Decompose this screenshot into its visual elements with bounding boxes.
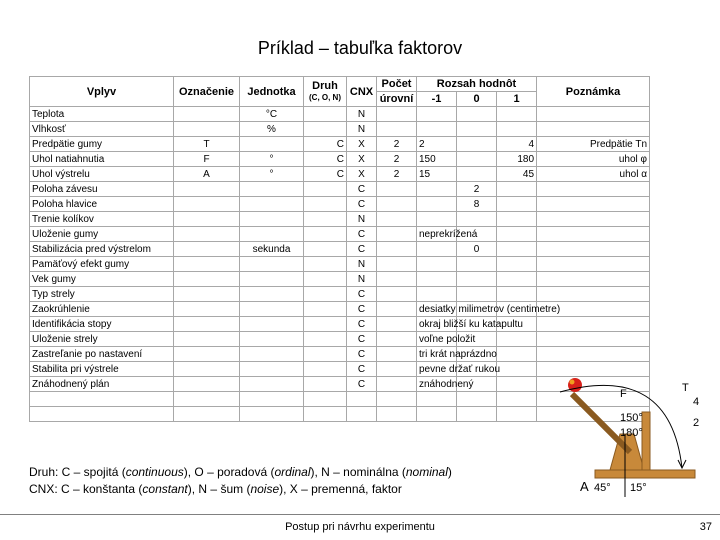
cell-poznamka	[537, 272, 650, 287]
cell-jednotka: sekunda	[240, 242, 304, 257]
cell-vplyv: Uloženie gumy	[30, 227, 174, 242]
cell-pocet: 2	[377, 152, 417, 167]
cell-vplyv: Znáhodnený plán	[30, 377, 174, 392]
caption-term: ordinal	[274, 465, 311, 479]
table-row	[30, 272, 650, 287]
cell-oznacenie: A	[174, 167, 240, 182]
cell-oznacenie	[174, 302, 240, 317]
cell-jednotka	[240, 227, 304, 242]
cell-empty	[377, 407, 417, 422]
caption-text: ), N – šum (	[187, 482, 251, 496]
cell-vplyv: Pamäťový efekt gumy	[30, 257, 174, 272]
cell-poznamka	[537, 182, 650, 197]
cell-vplyv: Stabilizácia pred výstrelom	[30, 242, 174, 257]
header-cnx: CNX	[347, 77, 377, 107]
figure-label-4: 4	[693, 396, 700, 408]
cell-range-minus1	[417, 212, 457, 227]
cell-vplyv: Uhol natiahnutia	[30, 152, 174, 167]
cell-empty	[457, 392, 497, 407]
cell-range-minus1	[417, 107, 457, 122]
cell-cnx: C	[347, 347, 377, 362]
cell-poznamka	[537, 317, 650, 332]
cell-range-1	[497, 362, 537, 377]
cell-range-minus1	[417, 242, 457, 257]
cell-oznacenie: T	[174, 137, 240, 152]
cell-range-0: 0	[457, 242, 497, 257]
cell-range-1: 4	[497, 137, 537, 152]
cell-poznamka	[537, 227, 650, 242]
cell-pocet: 2	[377, 167, 417, 182]
cell-jednotka	[240, 302, 304, 317]
cell-range-minus1	[417, 197, 457, 212]
figure-label-180: 180°	[620, 427, 643, 439]
cell-range-1: 45	[497, 167, 537, 182]
cell-range-minus1: znáhodnený	[417, 377, 457, 392]
cell-poznamka	[537, 347, 650, 362]
cell-pocet	[377, 227, 417, 242]
cell-pocet	[377, 332, 417, 347]
table-row	[30, 107, 650, 122]
cell-range-1	[497, 272, 537, 287]
cell-pocet: 2	[377, 137, 417, 152]
cell-pocet	[377, 272, 417, 287]
header-range-minus1: -1	[417, 92, 457, 107]
cell-druh	[304, 182, 347, 197]
cell-cnx: X	[347, 167, 377, 182]
cell-empty	[347, 392, 377, 407]
cell-empty	[497, 407, 537, 422]
caption-text: CNX: C – konštanta (	[29, 482, 143, 496]
cell-oznacenie	[174, 227, 240, 242]
caption-term: continuous	[125, 465, 184, 479]
caption-line-druh	[29, 464, 452, 481]
catapult-ball-highlight	[570, 380, 575, 385]
cell-vplyv: Uhol výstrelu	[30, 167, 174, 182]
cell-druh	[304, 287, 347, 302]
cell-druh	[304, 242, 347, 257]
cell-empty	[457, 407, 497, 422]
cell-range-minus1: tri krát naprázdno	[417, 347, 457, 362]
cell-range-1	[497, 107, 537, 122]
catapult-post	[642, 412, 650, 470]
figure-label-f: F	[620, 388, 627, 400]
cell-druh	[304, 272, 347, 287]
cell-jednotka	[240, 272, 304, 287]
cell-cnx: C	[347, 287, 377, 302]
cell-druh	[304, 257, 347, 272]
cell-druh	[304, 377, 347, 392]
cell-poznamka	[537, 212, 650, 227]
table-row	[30, 257, 650, 272]
cell-poznamka	[537, 197, 650, 212]
cell-vplyv: Stabilita pri výstrele	[30, 362, 174, 377]
header-jednotka: Jednotka	[240, 77, 304, 107]
cell-vplyv: Poloha závesu	[30, 182, 174, 197]
page-number: 37	[699, 521, 712, 533]
cell-vplyv: Trenie kolíkov	[30, 212, 174, 227]
cell-pocet	[377, 122, 417, 137]
cell-oznacenie	[174, 107, 240, 122]
cell-vplyv: Uloženie strely	[30, 332, 174, 347]
cell-oznacenie	[174, 182, 240, 197]
cell-jednotka	[240, 137, 304, 152]
cell-druh	[304, 107, 347, 122]
cell-oznacenie	[174, 332, 240, 347]
cell-vplyv: Vlhkosť	[30, 122, 174, 137]
header-poznamka: Poznámka	[537, 77, 650, 107]
cell-jednotka	[240, 347, 304, 362]
cell-empty	[377, 392, 417, 407]
table-row	[30, 302, 650, 317]
table-row	[30, 227, 650, 242]
cell-pocet	[377, 377, 417, 392]
cell-range-minus1	[417, 272, 457, 287]
cell-druh	[304, 227, 347, 242]
caption-text: ), X – premenná, faktor	[279, 482, 402, 496]
cell-empty	[417, 392, 457, 407]
cell-range-1	[497, 257, 537, 272]
cell-range-0	[457, 272, 497, 287]
cell-pocet	[377, 197, 417, 212]
cell-cnx: C	[347, 227, 377, 242]
cell-range-0	[457, 107, 497, 122]
header-druh-label: Druh	[312, 79, 338, 92]
cell-oznacenie	[174, 317, 240, 332]
cell-vplyv: Identifikácia stopy	[30, 317, 174, 332]
cell-range-0	[457, 287, 497, 302]
cell-cnx: N	[347, 212, 377, 227]
cell-druh: C	[304, 167, 347, 182]
header-urovni: úrovní	[377, 92, 417, 107]
cell-pocet	[377, 242, 417, 257]
cell-jednotka	[240, 377, 304, 392]
cell-druh	[304, 362, 347, 377]
cell-poznamka: uhol α	[537, 167, 650, 182]
cell-druh	[304, 212, 347, 227]
cell-vplyv: Poloha hlavice	[30, 197, 174, 212]
cell-range-1	[497, 242, 537, 257]
table-row	[30, 242, 650, 257]
cell-vplyv: Vek gumy	[30, 272, 174, 287]
cell-range-0	[457, 257, 497, 272]
cell-range-0: 8	[457, 197, 497, 212]
cell-cnx: N	[347, 257, 377, 272]
cell-druh: C	[304, 152, 347, 167]
table-row	[30, 122, 650, 137]
cell-pocet	[377, 212, 417, 227]
cell-druh: C	[304, 137, 347, 152]
cell-pocet	[377, 182, 417, 197]
figure-label-t: T	[682, 382, 689, 394]
cell-empty	[174, 407, 240, 422]
caption-term: constant	[142, 482, 188, 496]
figure-label-15: 15°	[630, 482, 647, 494]
figure-label-45: 45°	[594, 482, 611, 494]
cell-oznacenie	[174, 122, 240, 137]
cell-poznamka	[537, 287, 650, 302]
table-row	[30, 317, 650, 332]
cell-vplyv: Teplota	[30, 107, 174, 122]
cell-range-1	[497, 212, 537, 227]
cell-range-0: 2	[457, 182, 497, 197]
cell-range-minus1	[417, 182, 457, 197]
cell-cnx: N	[347, 107, 377, 122]
cell-cnx: X	[347, 152, 377, 167]
cell-oznacenie	[174, 272, 240, 287]
header-range-1: 1	[497, 92, 537, 107]
cell-pocet	[377, 302, 417, 317]
cell-cnx: C	[347, 242, 377, 257]
cell-range-1	[497, 332, 537, 347]
cell-range-0	[457, 152, 497, 167]
cell-range-1	[497, 197, 537, 212]
cell-jednotka: %	[240, 122, 304, 137]
cell-range-minus1: okraj bližší ku katapultu	[417, 317, 457, 332]
table-row	[30, 212, 650, 227]
caption-term: noise	[250, 482, 280, 496]
figure-label-150: 150°	[620, 412, 643, 424]
table-row	[30, 137, 650, 152]
slide-title: Príklad – tabuľka faktorov	[257, 38, 463, 58]
cell-jednotka	[240, 182, 304, 197]
cell-jednotka: °C	[240, 107, 304, 122]
cell-pocet	[377, 287, 417, 302]
cell-oznacenie	[174, 287, 240, 302]
cell-range-minus1	[417, 257, 457, 272]
cell-vplyv: Zaokrúhlenie	[30, 302, 174, 317]
cell-range-1: 180	[497, 152, 537, 167]
cell-cnx: C	[347, 317, 377, 332]
cell-range-minus1: neprekrížená	[417, 227, 457, 242]
cell-cnx: C	[347, 302, 377, 317]
figure-label-a: A	[580, 479, 589, 494]
cell-vplyv: Predpätie gumy	[30, 137, 174, 152]
cell-cnx: N	[347, 272, 377, 287]
cell-empty	[240, 392, 304, 407]
legend-caption	[29, 464, 452, 498]
cell-jednotka: °	[240, 152, 304, 167]
cell-poznamka: Predpätie Tn	[537, 137, 650, 152]
cell-poznamka	[537, 242, 650, 257]
cell-pocet	[377, 107, 417, 122]
cell-range-minus1	[417, 287, 457, 302]
cell-oznacenie	[174, 212, 240, 227]
cell-oznacenie	[174, 347, 240, 362]
cell-jednotka	[240, 317, 304, 332]
cell-oznacenie	[174, 242, 240, 257]
cell-range-1	[497, 287, 537, 302]
footer-title: Postup pri návrhu experimentu	[285, 521, 435, 533]
cell-empty	[304, 407, 347, 422]
caption-text: ), N – nominálna (	[310, 465, 406, 479]
cell-range-1	[497, 182, 537, 197]
cell-empty	[240, 407, 304, 422]
cell-range-minus1: desiatky milimetrov (centimetre)	[417, 302, 457, 317]
cell-cnx: C	[347, 377, 377, 392]
factor-table	[29, 76, 650, 422]
cell-jednotka	[240, 362, 304, 377]
cell-empty	[304, 392, 347, 407]
cell-oznacenie	[174, 362, 240, 377]
footer-divider	[0, 514, 720, 515]
table-row	[30, 167, 650, 182]
table-row	[30, 152, 650, 167]
cell-range-1	[497, 377, 537, 392]
cell-cnx: X	[347, 137, 377, 152]
caption-text: ), O – poradová (	[183, 465, 275, 479]
table-row	[30, 287, 650, 302]
table-row	[30, 197, 650, 212]
cell-poznamka	[537, 332, 650, 347]
cell-jednotka	[240, 287, 304, 302]
cell-jednotka	[240, 197, 304, 212]
cell-vplyv: Zastreľanie po nastavení	[30, 347, 174, 362]
cell-range-minus1: 15	[417, 167, 457, 182]
cell-druh	[304, 317, 347, 332]
caption-text: Druh: C – spojitá (	[29, 465, 126, 479]
table-row	[30, 347, 650, 362]
cell-poznamka	[537, 122, 650, 137]
caption-text: )	[447, 465, 452, 479]
cell-cnx: N	[347, 122, 377, 137]
cell-oznacenie	[174, 257, 240, 272]
cell-druh	[304, 332, 347, 347]
cell-empty	[174, 392, 240, 407]
cell-empty	[417, 407, 457, 422]
cell-oznacenie	[174, 197, 240, 212]
cell-range-1	[497, 347, 537, 362]
cell-range-minus1	[417, 122, 457, 137]
cell-druh	[304, 347, 347, 362]
cell-range-0	[457, 167, 497, 182]
table-row	[30, 182, 650, 197]
cell-jednotka: °	[240, 167, 304, 182]
figure-label-2: 2	[693, 417, 700, 429]
cell-range-minus1: pevne držať rukou	[417, 362, 457, 377]
cell-cnx: C	[347, 197, 377, 212]
cell-vplyv: Typ strely	[30, 287, 174, 302]
cell-poznamka	[537, 257, 650, 272]
cell-pocet	[377, 362, 417, 377]
cell-range-minus1: voľne položit	[417, 332, 457, 347]
cell-oznacenie	[174, 377, 240, 392]
cell-druh	[304, 302, 347, 317]
catapult-base	[595, 470, 695, 478]
cell-empty	[497, 392, 537, 407]
header-vplyv: Vplyv	[30, 77, 174, 107]
catapult-figure	[550, 372, 720, 502]
header-range-0: 0	[457, 92, 497, 107]
cell-jednotka	[240, 257, 304, 272]
caption-line-cnx	[29, 481, 452, 498]
header-druh-sub: (C, O, N)	[309, 92, 341, 102]
cell-range-0	[457, 122, 497, 137]
cell-range-1	[497, 122, 537, 137]
cell-range-minus1: 150	[417, 152, 457, 167]
cell-range-1	[497, 227, 537, 242]
cell-empty	[30, 392, 174, 407]
cell-cnx: C	[347, 182, 377, 197]
cell-empty	[30, 407, 174, 422]
header-druh	[304, 77, 347, 107]
header-pocet: Počet	[377, 77, 417, 92]
header-oznacenie: Označenie	[174, 77, 240, 107]
cell-cnx: C	[347, 362, 377, 377]
cell-pocet	[377, 317, 417, 332]
cell-druh	[304, 122, 347, 137]
cell-poznamka	[537, 107, 650, 122]
cell-cnx: C	[347, 332, 377, 347]
cell-jednotka	[240, 332, 304, 347]
caption-term: nominal	[405, 465, 448, 479]
cell-oznacenie: F	[174, 152, 240, 167]
cell-range-minus1: 2	[417, 137, 457, 152]
cell-pocet	[377, 347, 417, 362]
cell-poznamka: uhol φ	[537, 152, 650, 167]
cell-pocet	[377, 257, 417, 272]
cell-range-0	[457, 212, 497, 227]
cell-empty	[347, 407, 377, 422]
header-rozsah: Rozsah hodnôt	[417, 77, 537, 92]
table-row	[30, 332, 650, 347]
cell-druh	[304, 197, 347, 212]
cell-jednotka	[240, 212, 304, 227]
cell-range-0	[457, 137, 497, 152]
